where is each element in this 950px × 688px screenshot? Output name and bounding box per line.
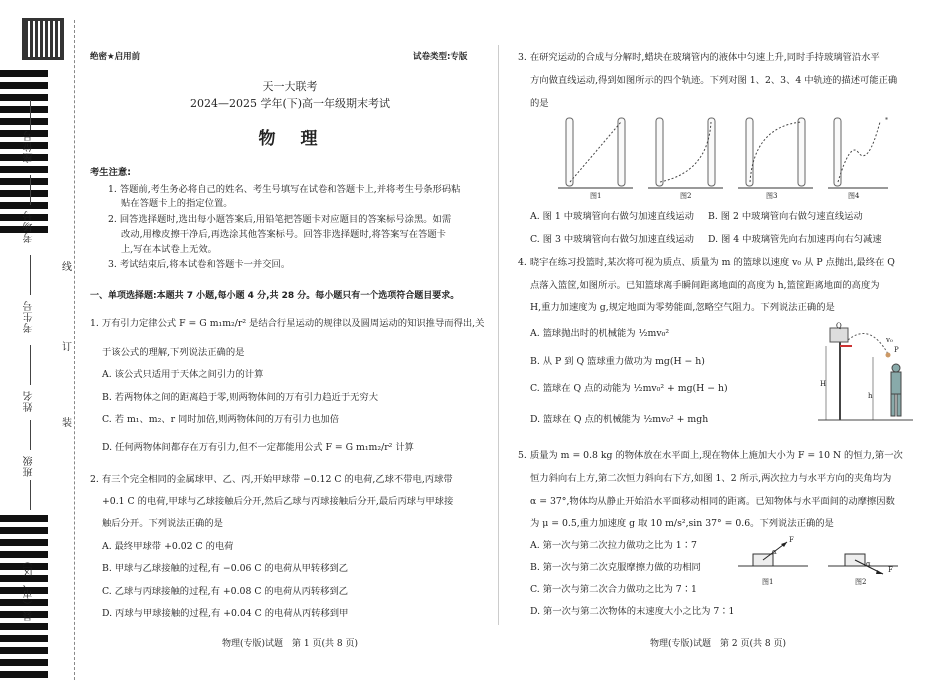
binding-strip [0, 0, 78, 688]
field-county: 县（市、区） [24, 555, 35, 621]
seal-pack: 装 [62, 418, 72, 429]
q3-option-b: B. 图 2 中玻璃管向右做匀速直线运动 [708, 211, 863, 222]
field-seat: 座位号 [24, 130, 35, 163]
q1-stem-2: 于该公式的理解,下列说法正确的是 [102, 347, 245, 358]
notice-item-1b: 贴在答题卡上的指定位置。 [121, 198, 233, 209]
field-name: 姓名 [24, 390, 35, 412]
q4-option-d: D. 篮球在 Q 点的机械能为 ½mv₀² + mgh [530, 414, 709, 425]
seal-bind: 订 [62, 342, 72, 353]
q4-option-a: A. 篮球抛出时的机械能为 ½mv₀² [530, 328, 670, 339]
q3-fig-4-label: 图4 [848, 192, 860, 200]
exam-name: 2024—2025 学年(下)高一年级期末考试 [189, 97, 391, 110]
q4-label-p: P [894, 346, 899, 354]
qr-code [22, 18, 64, 60]
q3-stem: 3. 在研究运动的合成与分解时,蜡块在玻璃管内的液体中匀速上升,同时手持玻璃管沿水平 [518, 52, 880, 63]
q5-fig2-f: F [888, 566, 893, 574]
q3-option-a: A. 图 1 中玻璃管向右做匀加速直线运动 [530, 211, 694, 222]
q3-option-c: C. 图 3 中玻璃管向右做匀加速直线运动 [530, 234, 694, 245]
q5-fig2-alpha: α [866, 560, 871, 568]
q3-stem-2: 方向做直线运动,得到如图所示的四个轨迹。下列对图 1、2、3、4 中轨迹的描述可能正确 [530, 75, 898, 86]
q4-option-b: B. 从 P 到 Q 篮球重力做功为 mg(H − h) [530, 356, 705, 367]
q2-stem-2: +0.1 C 的电荷,甲球与乙球接触后分开,然后乙球与丙球接触后分开,最后丙球与甲球接 [102, 496, 454, 507]
column-divider [498, 45, 499, 625]
field-class: 班级 [24, 455, 35, 477]
q5-option-c: C. 第一次与第二次合力做功之比为 7∶1 [530, 584, 697, 595]
notice-heading: 考生注意: [90, 167, 131, 178]
exam-subject: 物 理 [258, 129, 322, 149]
q2-option-c: C. 乙球与丙球接触的过程,有 +0.08 C 的电荷从丙转移到乙 [102, 586, 349, 597]
q1-option-b: B. 若两物体之间的距离趋于零,则两物体间的万有引力趋近于无穷大 [102, 392, 379, 403]
q2-stem: 2. 有三个完全相同的金属球甲、乙、丙,开始甲球带 −0.12 C 的电荷,乙球不带电,丙球带 [90, 474, 453, 485]
notice-item-1: 1. 答题前,考生务必将自己的姓名、考生号填写在试卷和答题卡上,并将考生号条形码粘 [108, 184, 461, 195]
q5-stem-4: 为 μ = 0.5,重力加速度 g 取 10 m/s²,sin 37° = 0.6。下列说法正确的是 [530, 518, 834, 529]
notice-item-2c: 上,写在本试卷上无效。 [121, 244, 217, 255]
q5-stem: 5. 质量为 m = 0.8 kg 的物体放在水平面上,现在物体上施加大小为 F = 10 N 的恒力,第一次 [518, 450, 903, 461]
q4-label-h-big: H [820, 380, 827, 388]
q4-stem-2: 点落入篮筐,如图所示。已知篮球离手瞬间距离地面的高度为 h,篮筐距离地面的高度为 [530, 280, 880, 291]
notice-item-2b: 改动,用橡皮擦干净后,再选涂其他答案标号。回答非选择题时,将答案写在答题卡 [121, 229, 446, 240]
q3-fig-3-label: 图3 [766, 192, 778, 200]
q4-option-c: C. 篮球在 Q 点的动能为 ½mv₀² + mg(H − h) [530, 383, 728, 394]
q5-fig2-label: 图2 [855, 578, 867, 586]
q1-stem: 1. 万有引力定律公式 F = G m₁m₂/r² 是结合行星运动的规律以及圆周运动的知识推导而得出,关 [90, 318, 485, 329]
q4-stem-3: H,重力加速度为 g,规定地面为零势能面,忽略空气阻力。下列说法正确的是 [530, 302, 835, 313]
q3-fig-1-label: 图1 [590, 192, 602, 200]
q4-label-q: Q [836, 322, 842, 330]
q5-fig1-f: F [789, 536, 794, 544]
q2-option-d: D. 丙球与甲球接触的过程,有 +0.04 C 的电荷从丙转移到甲 [102, 608, 349, 619]
q5-stem-2: 恒力斜向右上方,第二次恒力斜向右下方,如图 1、2 所示,两次拉力与水平方向的夹角均为 [530, 473, 892, 484]
q2-option-a: A. 最终甲球带 +0.02 C 的电荷 [102, 541, 234, 552]
q1-option-a: A. 该公式只适用于天体之间引力的计算 [102, 369, 264, 380]
q2-option-b: B. 甲球与乙球接触的过程,有 −0.06 C 的电荷从甲转移到乙 [102, 563, 349, 574]
header-confidential: 绝密★启用前 [90, 52, 141, 62]
field-candidate-no: 考生号 [24, 300, 35, 333]
footer-page-2: 物理(专版)试题 第 2 页(共 8 页) [650, 639, 786, 649]
q5-fig1-alpha: α [772, 548, 777, 556]
section-1-heading: 一、单项选择题:本题共 7 小题,每小题 4 分,共 28 分。每小题只有一个选项符合题目要求。 [90, 291, 460, 301]
q5-option-b: B. 第一次与第二次克服摩擦力做的功相同 [530, 562, 701, 573]
q3-option-d: D. 图 4 中玻璃管先向右加速再向右匀减速 [708, 234, 882, 245]
q1-option-d: D. 任何两物体间都存在万有引力,但不一定都能用公式 F = G m₁m₂/r² 计算 [102, 442, 414, 453]
q3-trajectory-figures [558, 112, 888, 204]
q4-stem: 4. 晓宇在练习投篮时,某次将可视为质点、质量为 m 的篮球以速度 v₀ 从 P 点抛出,最终在 Q [518, 257, 895, 268]
notice-item-2: 2. 回答选择题时,选出每小题答案后,用铅笔把答题卡对应题目的答案标号涂黑。如需 [108, 214, 452, 225]
q3-stem-3: 的是 [530, 98, 549, 109]
field-room: 考场号 [24, 210, 35, 243]
q4-label-h: h [868, 392, 873, 400]
q4-basketball-figure [818, 322, 913, 422]
q1-option-c: C. 若 m₁、m₂、r 同时加倍,则两物体间的万有引力也加倍 [102, 414, 340, 425]
q4-label-v0: v₀ [886, 336, 893, 344]
header-type: 试卷类型:专版 [413, 52, 468, 62]
seal-line: 线 [62, 262, 72, 273]
exam-org: 天一大联考 [262, 80, 318, 93]
q3-fig-2-label: 图2 [680, 192, 692, 200]
q5-option-a: A. 第一次与第二次拉力做功之比为 1∶7 [530, 540, 697, 551]
q5-stem-3: α = 37°,物体均从静止开始沿水平面移动相同的距离。已知物体与水平面间的动摩擦因数 [530, 496, 895, 507]
q5-force-figures [733, 538, 913, 578]
q5-option-d: D. 第一次与第二次物体的末速度大小之比为 7∶1 [530, 606, 735, 617]
notice-item-3: 3. 考试结束后,将本试卷和答题卡一并交回。 [108, 259, 291, 270]
footer-page-1: 物理(专版)试题 第 1 页(共 8 页) [222, 639, 358, 649]
q5-fig1-label: 图1 [762, 578, 774, 586]
q2-stem-3: 触后分开。下列说法正确的是 [102, 518, 223, 529]
